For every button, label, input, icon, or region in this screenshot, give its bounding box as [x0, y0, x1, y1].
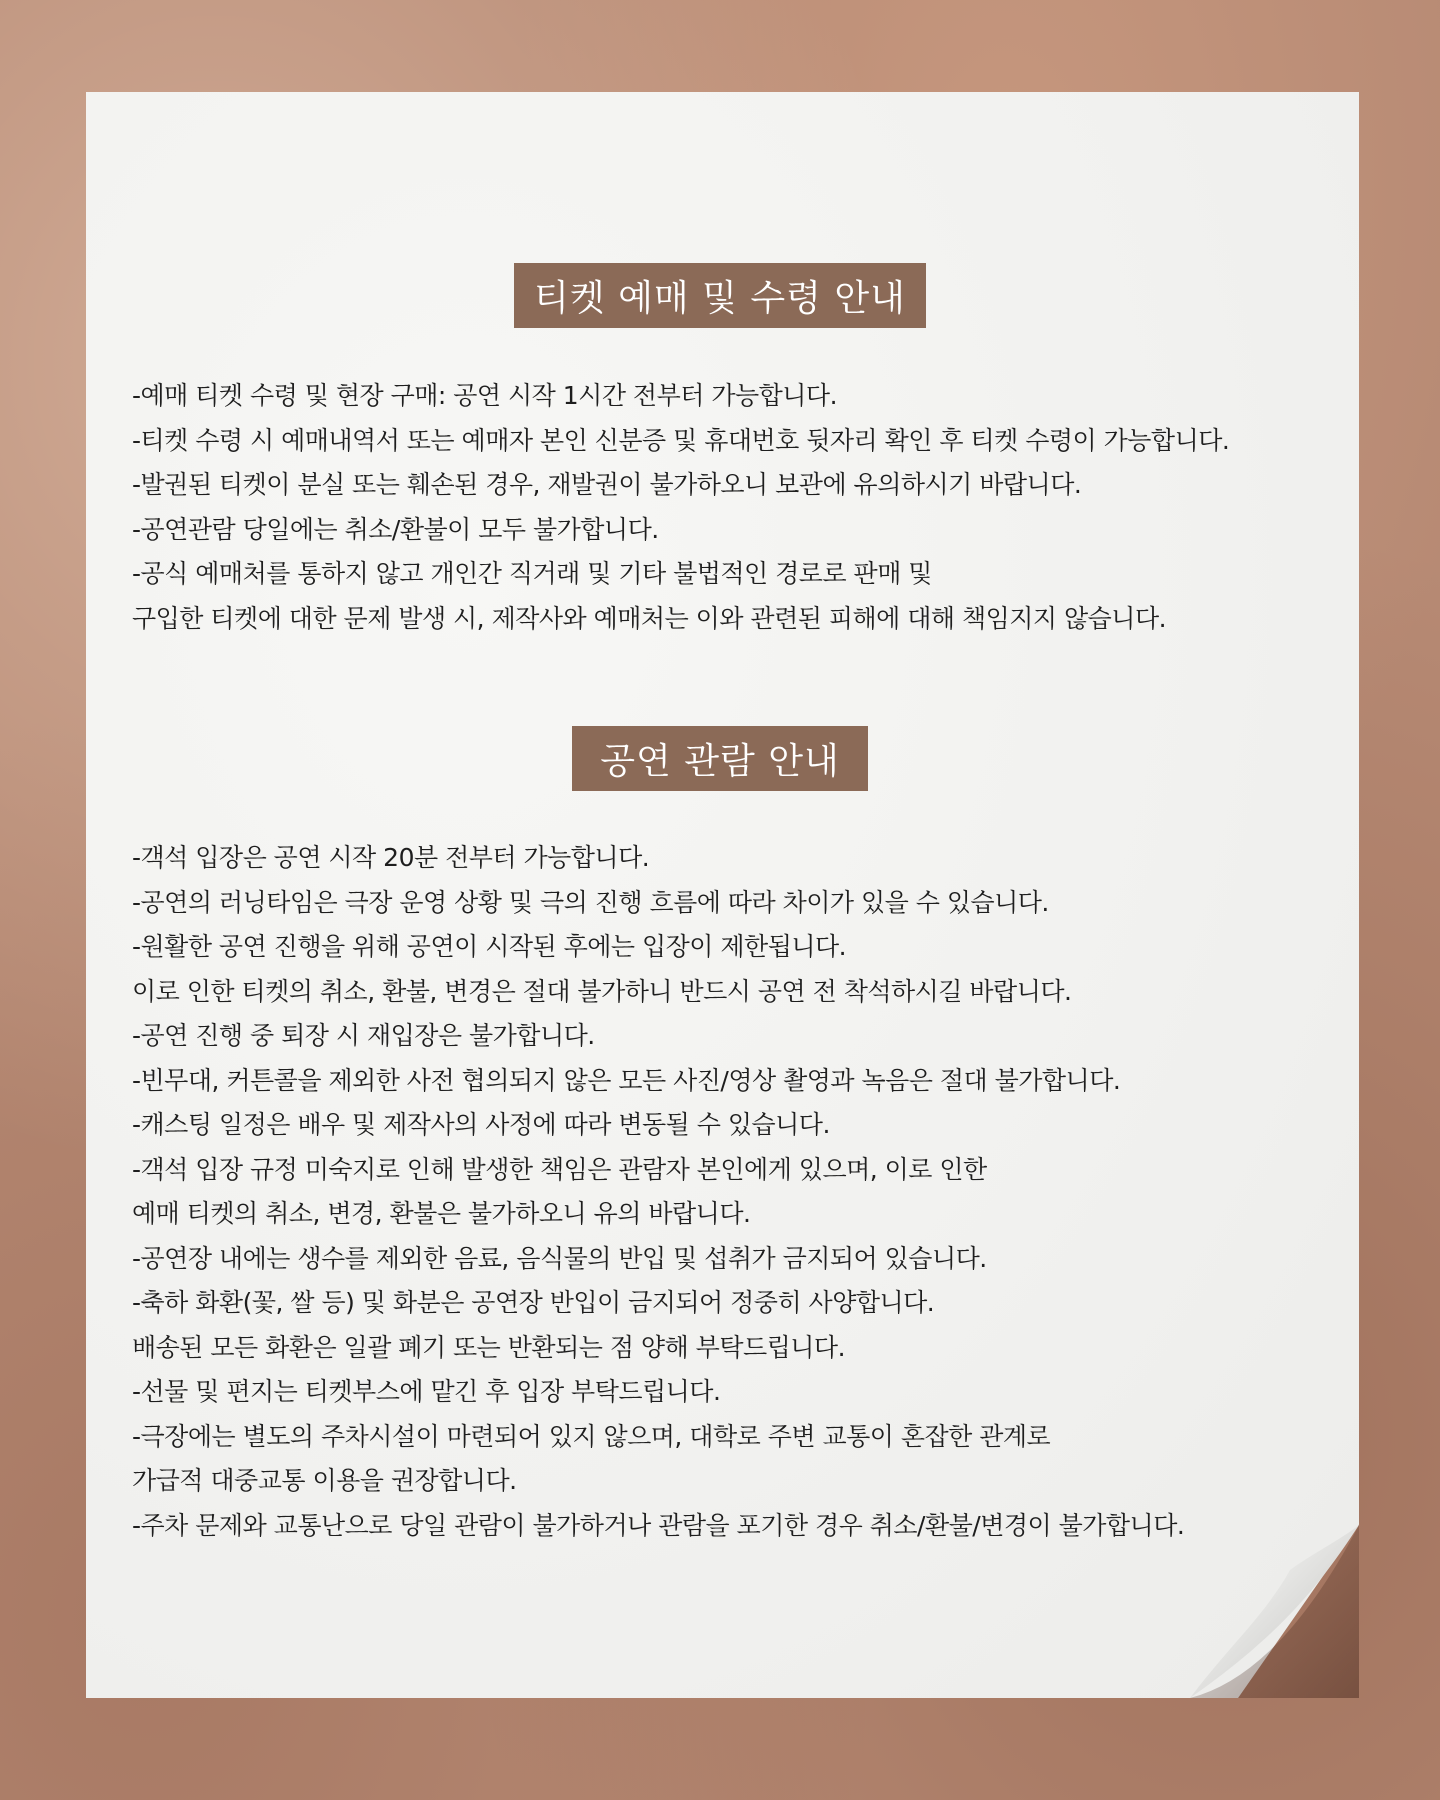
section-title-watching: 공연 관람 안내: [572, 726, 868, 791]
notice-line: -극장에는 별도의 주차시설이 마련되어 있지 않으며, 대학로 주변 교통이 혼잡한 관계로: [132, 1421, 1051, 1451]
notice-line: -축하 화환(꽃, 쌀 등) 및 화분은 공연장 반입이 금지되어 정중히 사양합니다.: [132, 1288, 935, 1317]
notice-line: -캐스팅 일정은 배우 및 제작사의 사정에 따라 변동될 수 있습니다.: [132, 1110, 830, 1139]
notice-line: -공연의 러닝타임은 극장 운영 상황 및 극의 진행 흐름에 따라 차이가 있을 수 있습니다.: [132, 887, 1049, 917]
notice-line: -발권된 티켓이 분실 또는 훼손된 경우, 재발권이 불가하오니 보관에 유의하시기 바랍니다.: [132, 470, 1082, 499]
notice-line: -주차 문제와 교통난으로 당일 관람이 불가하거나 관람을 포기한 경우 취소/환불/변경이 불가합니다.: [132, 1510, 1185, 1540]
notice-line: -공연관람 당일에는 취소/환불이 모두 불가합니다.: [132, 514, 659, 544]
notice-line: -공식 예매처를 통하지 않고 개인간 직거래 및 기타 불법적인 경로로 판매 및: [132, 559, 932, 588]
notice-line: 이로 인한 티켓의 취소, 환불, 변경은 절대 불가하니 반드시 공연 전 착석하시길 바랍니다.: [132, 976, 1072, 1006]
notice-line: -객석 입장 규정 미숙지로 인해 발생한 책임은 관람자 본인에게 있으며, 이로 인한: [132, 1154, 987, 1184]
notice-line: 가급적 대중교통 이용을 권장합니다.: [132, 1466, 517, 1495]
notice-line: -예매 티켓 수령 및 현장 구매: 공연 시작 1시간 전부터 가능합니다.: [132, 381, 838, 410]
notice-line: 배송된 모든 화환은 일괄 폐기 또는 반환되는 점 양해 부탁드립니다.: [132, 1332, 846, 1362]
notice-line: -공연장 내에는 생수를 제외한 음료, 음식물의 반입 및 섭취가 금지되어 있습니다.: [132, 1243, 987, 1273]
watching-notice-list: [132, 836, 1184, 1548]
notice-line: -공연 진행 중 퇴장 시 재입장은 불가합니다.: [132, 1021, 595, 1050]
notice-line: -빈무대, 커튼콜을 제외한 사전 협의되지 않은 모든 사진/영상 촬영과 녹음은 절대 불가합니다.: [132, 1065, 1121, 1095]
notice-line: -선물 및 편지는 티켓부스에 맡긴 후 입장 부탁드립니다.: [132, 1377, 721, 1406]
notice-line: 예매 티켓의 취소, 변경, 환불은 불가하오니 유의 바랍니다.: [132, 1199, 751, 1228]
ticket-notice-list: [132, 374, 1229, 641]
notice-line: -객석 입장은 공연 시작 20분 전부터 가능합니다.: [132, 843, 650, 872]
notice-line: -티켓 수령 시 예매내역서 또는 예매자 본인 신분증 및 휴대번호 뒷자리 확인 후 티켓 수령이 가능합니다.: [132, 425, 1230, 455]
notice-line: -원활한 공연 진행을 위해 공연이 시작된 후에는 입장이 제한됩니다.: [132, 932, 847, 961]
notice-line: 구입한 티켓에 대한 문제 발생 시, 제작사와 예매처는 이와 관련된 피해에 대해 책임지지 않습니다.: [132, 603, 1167, 633]
section-title-ticket: 티켓 예매 및 수령 안내: [514, 263, 926, 328]
